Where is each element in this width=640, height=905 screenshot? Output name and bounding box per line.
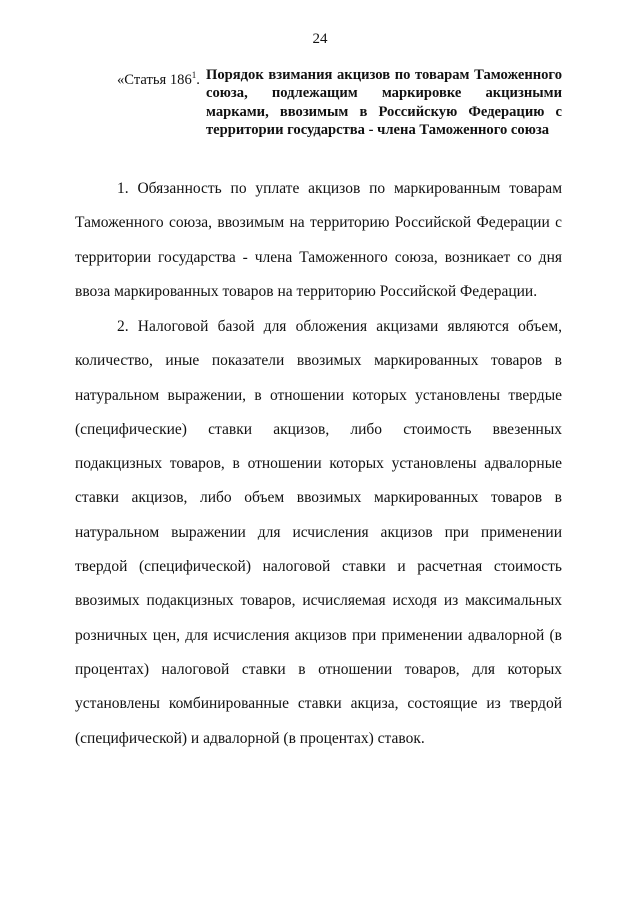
article-heading [117, 66, 562, 140]
page-number: 24 [312, 31, 328, 47]
article-label [117, 66, 200, 89]
paragraph-1: 1. Обязанность по уплате акцизов по маркированным товарам Таможенного союза, ввозимым на территорию Российской Федерации с территории государства - члена Таможенного союза, возникает со дня ввоза маркированных товаров на территорию Российской Федерации. [75, 180, 562, 300]
article-title: Порядок взимания акцизов по товарам Таможенного союза, подлежащим маркировке акцизными марками, ввозимым в Российскую Федерацию с территории государства - члена Таможенного союза [206, 67, 562, 139]
article-label-prefix: «Статья 186 [117, 71, 192, 88]
article-label-suffix: . [196, 71, 200, 88]
paragraph-2: 2. Налоговой базой для обложения акцизами являются объем, количество, иные показатели ввозимых маркированных товаров в натуральном выражении, в отношении которых установлены твердые (специфические) ставки акцизов, либо стоимость ввезенных подакцизных товаров, в отношении которых установлены адвалорные ставки акцизов, либо объем ввозимых маркированных товаров в натуральном выражении для исчисления акцизов при применении твердой (специфической) налоговой ставки и расчетная стоимость ввозимых подакцизных товаров, исчисляемая исходя из максимальных розничных цен, для исчисления акцизов при применении адвалорной (в процентах) налоговой ставки в отношении товаров, для которых установлены комбинированные ставки акциза, состоящие из твердой (специфической) и адвалорной (в процентах) ставок. [75, 318, 562, 747]
article-label-superscript: 1 [191, 70, 197, 80]
